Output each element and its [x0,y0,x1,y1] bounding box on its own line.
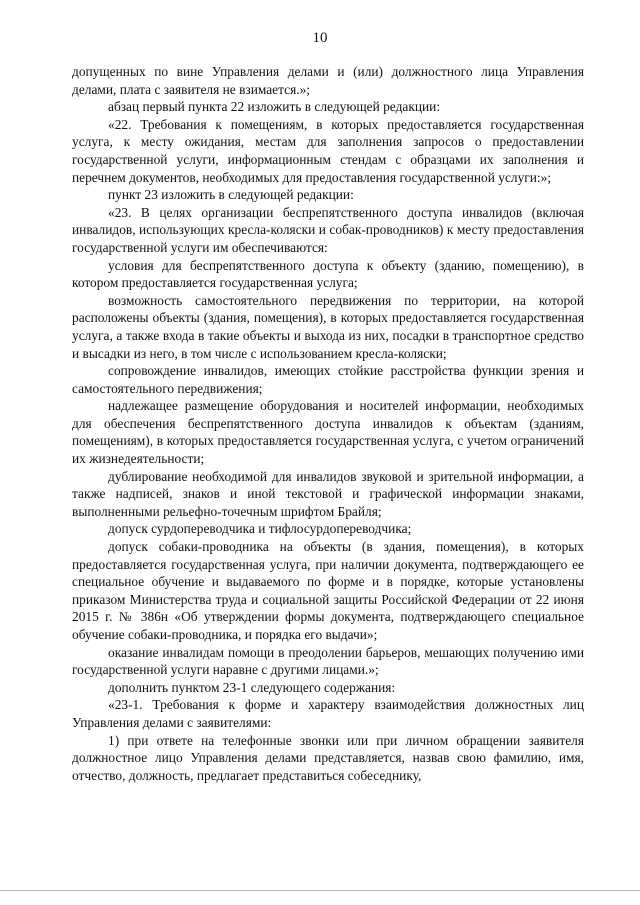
paragraph: надлежащее размещение оборудования и носителей информации, необходимых для обеспечения беспрепятственного доступа инвалидов к объектам (зданиям, помещениям), в которых предоставляется государственная услуга, с учетом ограничений их жизнедеятельности; [72,398,584,467]
paragraph: дублирование необходимой для инвалидов звуковой и зрительной информации, а также надписей, знаков и иной текстовой и графической информации знаками, выполненными рельефно-точечным шрифтом Брайля; [72,468,584,519]
page-number: 10 [312,30,328,46]
paragraph: оказание инвалидам помощи в преодолении барьеров, мешающих получению ими государственной услуги наравне с другими лицами.»; [72,644,584,678]
paragraph: абзац первый пункта 22 изложить в следующей редакции: [108,99,441,115]
paragraph: пункт 23 изложить в следующей редакции: [108,187,354,203]
document-body [72,63,584,784]
paragraph: «22. Требования к помещениям, в которых предоставляется государственная услуга, к месту ожидания, местам для заполнения запросов о предоставлении государственной услуги, информационным стендам с образцами их заполнения и перечнем документов, необходимых для предоставления государственной услуги:»; [72,116,584,185]
paragraph: 1) при ответе на телефонные звонки или при личном обращении заявителя должностное лицо Управления делами представляется, назвав свою фамилию, имя, отчество, должность, предлагает представиться собеседнику, [72,732,584,783]
paragraph: допуск сурдопереводчика и тифлосурдопереводчика; [108,521,412,537]
paragraph: допущенных по вине Управления делами и (или) должностного лица Управления делами, плата с заявителя не взимается.»; [72,64,584,97]
paragraph: «23-1. Требования к форме и характеру взаимодействия должностных лиц Управления делами с заявителями: [72,697,584,730]
paragraph: «23. В целях организации беспрепятственного доступа инвалидов (включая инвалидов, использующих кресла-коляски и собак-проводников) к месту предоставления государственной услуги им обеспечиваются: [72,204,584,255]
scan-edge-divider [0,890,640,891]
paragraph: условия для беспрепятственного доступа к объекту (зданию, помещению), в котором предоставляется государственная услуга; [72,257,584,291]
paragraph: возможность самостоятельного передвижения по территории, на которой расположены объекты (здания, помещения), в которых предоставляется государственная услуга, а также входа в такие объекты и выхода из них, посадки в транспортное средство и высадки из него, в том числе с использованием кресла-коляски; [72,292,584,361]
paragraph: сопровождение инвалидов, имеющих стойкие расстройства функции зрения и самостоятельного передвижения; [72,363,584,396]
paragraph: дополнить пунктом 23-1 следующего содержания: [108,679,396,695]
paragraph: допуск собаки-проводника на объекты (в здания, помещения), в которых предоставляется государственная услуга, при наличии документа, подтверждающего ее специальное обучение и выдаваемого по форме и в порядке, которые установлены приказом Министерства труда и социальной защиты Российской Федерации от 22 июня 2015 г. № 386н «Об утверждении формы документа, подтверждающего специальное обучение собаки-проводника, и порядка его выдачи»; [72,539,584,642]
